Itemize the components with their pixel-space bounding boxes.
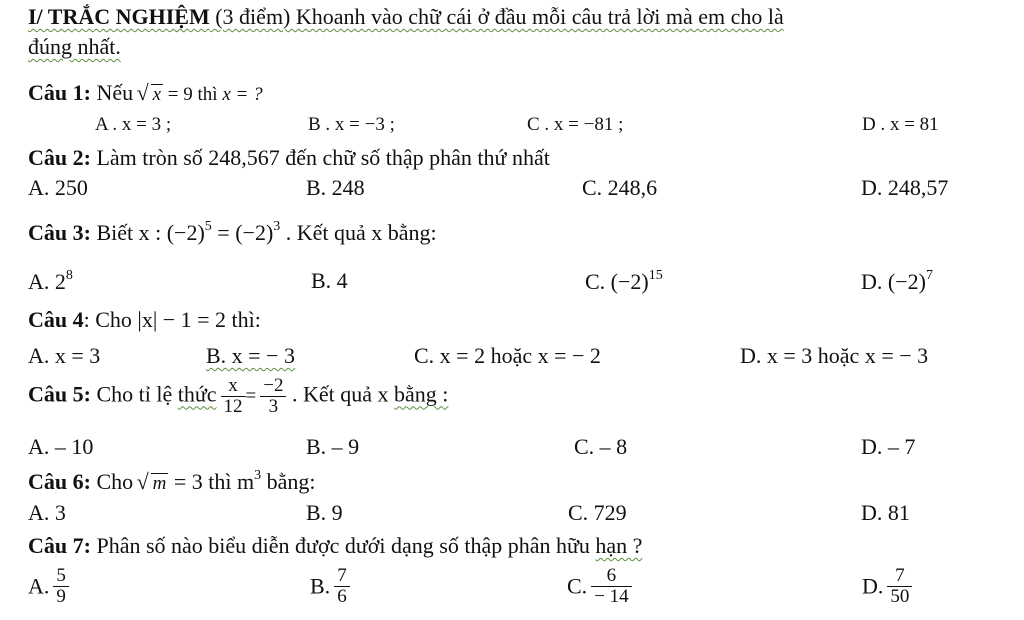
question-7 — [28, 533, 642, 559]
exponent: 7 — [925, 268, 933, 283]
question-2-label: Câu 2: — [28, 145, 91, 170]
numerator: 6 — [591, 566, 631, 587]
question-3 — [28, 219, 437, 246]
denominator: 6 — [337, 586, 347, 607]
numerator: x — [221, 376, 246, 397]
exponent: 5 — [204, 219, 212, 234]
q6-option-c[interactable]: C. 729 — [568, 500, 627, 525]
question-7-text-a: Phân số nào biểu diễn được dưới dạng số thập phân hữu — [90, 533, 596, 558]
fraction — [334, 566, 350, 607]
q2-option-c[interactable]: C. 248,6 — [582, 175, 658, 200]
section-instructions: (3 điểm) Khoanh vào chữ cái ở đầu mỗi câu trả lời mà em cho là — [209, 4, 784, 29]
question-4 — [28, 307, 261, 333]
numerator: −2 — [260, 376, 286, 397]
radicand: x — [152, 84, 162, 105]
question-6-text-a: Cho — [90, 469, 139, 494]
fraction — [221, 376, 246, 417]
question-6-label: Câu 6: — [28, 469, 91, 494]
question-1-text-c: x = ? — [222, 84, 263, 105]
exponent: 8 — [65, 268, 73, 283]
q5-option-a[interactable]: A. – 10 — [28, 434, 94, 459]
question-5-text-w: thức — [177, 381, 217, 407]
q2-option-b[interactable]: B. 248 — [306, 175, 365, 200]
q5-option-b[interactable]: B. – 9 — [306, 434, 360, 459]
question-2 — [28, 145, 550, 171]
section-instructions-line2: đúng nhất. — [28, 34, 121, 59]
numerator: 5 — [53, 566, 69, 587]
question-5-text-a: Cho tỉ lệ — [90, 381, 178, 407]
denominator: 9 — [56, 586, 66, 607]
q1-option-d[interactable]: D . x = 81 — [862, 114, 939, 135]
section-heading — [28, 4, 784, 30]
q2-option-d[interactable]: D. 248,57 — [861, 175, 949, 200]
q6-option-d[interactable]: D. 81 — [861, 500, 910, 525]
q1-option-c[interactable]: C . x = −81 ; — [527, 114, 624, 135]
denominator: 50 — [890, 586, 910, 607]
q5-option-c[interactable]: C. – 8 — [574, 434, 628, 459]
question-5-text-c: bằng : — [394, 381, 449, 407]
option-letter: C. — [567, 573, 588, 599]
q3-option-d[interactable] — [861, 268, 933, 295]
question-1 — [28, 80, 263, 106]
q7-option-c[interactable] — [567, 566, 632, 607]
question-1-text-b: = 9 thì — [163, 84, 223, 105]
q4-option-b[interactable]: B. x = − 3 — [206, 343, 295, 368]
fraction — [53, 566, 69, 607]
question-6-text-b: = 3 thì m — [168, 469, 255, 494]
exponent: 15 — [648, 268, 663, 283]
question-4-text: : Cho |x| − 1 = 2 thì: — [83, 307, 261, 332]
question-7-text-b: hạn ? — [595, 533, 643, 558]
question-5 — [28, 376, 448, 417]
option-text: D. (−2) — [861, 269, 926, 294]
question-1-label: Câu 1: — [28, 80, 91, 105]
denominator: − 14 — [594, 586, 629, 607]
q6-option-a[interactable]: A. 3 — [28, 500, 66, 525]
fraction — [887, 566, 912, 607]
q7-option-b[interactable] — [310, 566, 350, 607]
q4-option-d[interactable]: D. x = 3 hoặc x = − 3 — [740, 343, 929, 368]
question-3-text-a: Biết x : (−2) — [90, 220, 205, 245]
question-4-label: Câu 4 — [28, 307, 84, 332]
numerator: 7 — [334, 566, 350, 587]
question-5-text-b: . Kết quả x — [286, 381, 395, 407]
question-1-text: Nếu — [90, 80, 139, 105]
q7-option-a[interactable] — [28, 566, 69, 607]
question-6-text-c: bằng: — [261, 469, 316, 494]
q3-option-b[interactable]: B. 4 — [311, 268, 348, 293]
q4-option-a[interactable]: A. x = 3 — [28, 343, 101, 368]
denominator: 12 — [223, 396, 243, 417]
section-label: I/ TRẮC NGHIỆM — [28, 4, 210, 29]
question-3-label: Câu 3: — [28, 220, 91, 245]
question-3-text-b: = (−2) — [211, 220, 274, 245]
sqrt-symbol — [139, 473, 169, 495]
question-3-text-c: . Kết quả x bằng: — [280, 220, 437, 245]
exponent: 3 — [273, 219, 281, 234]
option-text: C. (−2) — [585, 269, 649, 294]
equals-sign: = — [245, 385, 257, 407]
fraction — [260, 376, 286, 417]
q3-option-c[interactable] — [585, 268, 663, 295]
denominator: 3 — [268, 396, 279, 417]
q3-option-a[interactable] — [28, 268, 73, 295]
question-5-label: Câu 5: — [28, 381, 91, 407]
radicand: m — [152, 473, 167, 494]
q6-option-b[interactable]: B. 9 — [306, 500, 343, 525]
q1-option-b[interactable]: B . x = −3 ; — [308, 114, 395, 135]
fraction — [591, 566, 631, 607]
question-6 — [28, 468, 316, 495]
option-letter: D. — [862, 573, 884, 599]
option-letter: B. — [310, 573, 331, 599]
q2-option-a[interactable]: A. 250 — [28, 175, 88, 200]
option-text: A. 2 — [28, 269, 66, 294]
q1-option-a[interactable]: A . x = 3 ; — [95, 114, 172, 135]
q5-option-d[interactable]: D. – 7 — [861, 434, 916, 459]
exponent: 3 — [254, 468, 262, 483]
option-letter: A. — [28, 573, 50, 599]
sqrt-symbol — [139, 84, 163, 106]
question-7-label: Câu 7: — [28, 533, 91, 558]
q7-option-d[interactable] — [862, 566, 912, 607]
q4-option-c[interactable]: C. x = 2 hoặc x = − 2 — [414, 343, 601, 368]
numerator: 7 — [887, 566, 912, 587]
question-2-text: Làm tròn số 248,567 đến chữ số thập phân thứ nhất — [90, 145, 550, 170]
